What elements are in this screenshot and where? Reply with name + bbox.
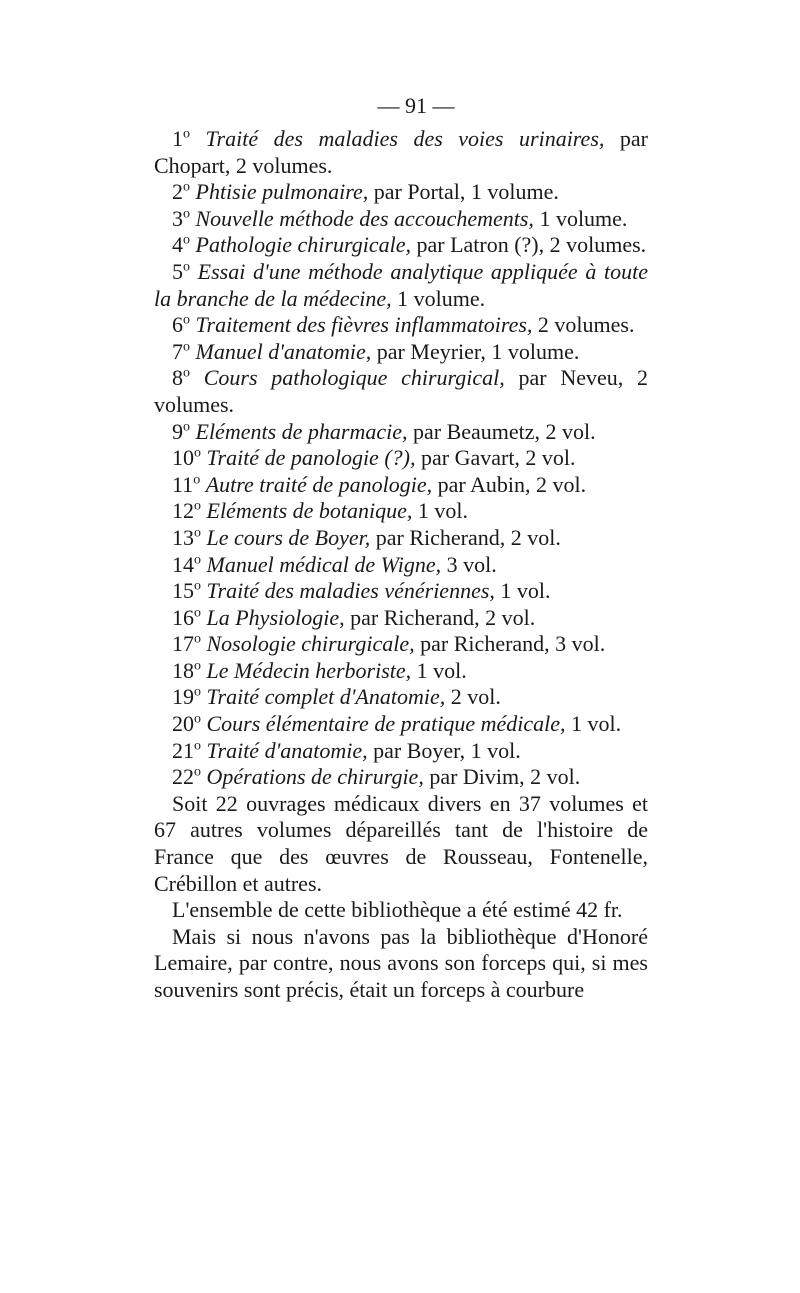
list-item [154,365,648,418]
entry-number: 19$^o$ [172,684,201,710]
list-item [154,312,648,339]
book-details: 1 volume. [533,205,628,231]
book-title: La Physiologie, [206,604,345,630]
book-title: Nosologie chirurgicale, [206,631,415,657]
book-list [154,126,648,791]
book-title: Essai d'une méthode analytique appliquée à toute la branche de la médecine, [154,258,648,311]
book-title: Traité des maladies des voies urinaires, [205,126,605,151]
book-details: 1 volume. [391,285,486,311]
entry-number: 8$^o$ [172,365,190,391]
book-title: Pathologie chirurgicale, [195,232,411,258]
list-item [154,445,648,472]
entry-number: 3$^o$ [172,205,190,231]
list-item [154,684,648,711]
book-details: par Boyer, 1 vol. [367,737,521,763]
book-details: 1 vol. [412,498,469,524]
list-item [154,738,648,765]
list-item [154,179,648,206]
entry-number: 14$^o$ [172,551,201,577]
book-details: 1 vol. [411,657,467,683]
entry-number: 12$^o$ [172,498,201,524]
list-item [154,126,648,179]
book-page [154,90,648,1004]
book-details: par Latron (?), 2 volumes. [410,232,647,258]
list-item [154,552,648,579]
entry-number: 20$^o$ [172,711,201,737]
entry-number: 2$^o$ [172,179,190,205]
book-title: Traitement des fièvres inflammatoires, [195,312,533,338]
list-item [154,605,648,632]
book-title: Opérations de chirurgie, [206,764,424,790]
book-title: Eléments de botanique, [206,498,413,524]
book-title: Autre traité de panologie, [205,471,433,497]
entry-number: 13$^o$ [172,524,201,550]
entry-number: 15$^o$ [172,578,201,604]
book-title: Traité de panologie (?), [206,445,416,471]
body-text [154,791,648,1004]
book-details: par Richerand, 2 vol. [344,604,536,630]
entry-number: 18$^o$ [172,657,201,683]
paragraph: L'ensemble de cette bibliothèque a été estimé 42 fr. [172,897,623,923]
entry-number: 16$^o$ [172,604,201,630]
book-title: Traité d'anatomie, [206,737,368,763]
book-details: 3 vol. [441,551,497,577]
book-title: Cours pathologique chirurgical, [203,365,505,391]
book-title: Le cours de Boyer, [206,524,371,550]
list-item [154,525,648,552]
book-details: par Richerand, 3 vol. [414,631,606,657]
list-item [154,232,648,259]
entry-number: 17$^o$ [172,631,201,657]
entry-number: 22$^o$ [172,764,201,790]
book-details: par Richerand, 2 vol. [370,524,561,550]
entry-number: 10$^o$ [172,445,201,471]
list-item [154,259,648,312]
book-title: Manuel d'anatomie, [195,338,372,364]
list-item [154,658,648,685]
book-details: 2 volumes. [532,312,635,338]
list-item [154,339,648,366]
book-details: par Beaumetz, 2 vol. [407,418,596,444]
entry-number: 5$^o$ [172,258,190,284]
entry-number: 6$^o$ [172,312,190,338]
book-details: par Chopart, 2 volumes. [154,126,649,178]
book-details: par Meyrier, 1 volume. [371,338,580,364]
entry-number: 9$^o$ [172,418,190,444]
entry-number: 7$^o$ [172,338,190,364]
book-details: 1 vol. [494,578,551,604]
book-details: 2 vol. [445,684,501,710]
list-item [154,764,648,791]
book-title: Nouvelle méthode des accouchements, [195,205,534,231]
list-item [154,472,648,499]
list-item [154,578,648,605]
list-item [154,206,648,233]
book-details: par Divim, 2 vol. [423,764,581,790]
book-details: 1 vol. [565,711,622,737]
book-title: Traité des maladies vénériennes, [206,578,495,604]
book-details: par Neveu, 2 volumes. [154,365,648,417]
book-details: par Aubin, 2 vol. [432,471,587,497]
entry-number: 1$^o$ [172,126,190,151]
book-title: Eléments de pharmacie, [195,418,408,444]
list-item [154,498,648,525]
paragraph: Mais si nous n'avons pas la bibliothèque d'Honoré Lemaire, par contre, nous avons son forceps qui, si mes souvenirs sont précis, était un forceps à courbure [154,923,648,1002]
list-item [154,419,648,446]
paragraph: Soit 22 ouvrages médicaux divers en 37 volumes et 67 autres volumes dépareillés tant de l'histoire de France que des œuvres de Rousseau, Fontenelle, Crébillon et autres. [154,790,648,896]
entry-number: 4$^o$ [172,232,190,258]
list-item [154,711,648,738]
book-title: Le Médecin herboriste, [206,657,412,683]
list-item [154,631,648,658]
book-title: Cours élémentaire de pratique médicale, [206,711,566,737]
book-details: par Portal, 1 volume. [368,179,559,205]
entry-number: 21$^o$ [172,737,201,763]
book-title: Traité complet d'Anatomie, [206,684,446,710]
book-title: Manuel médical de Wigne, [206,551,442,577]
book-title: Phtisie pulmonaire, [195,179,369,205]
book-details: par Gavart, 2 vol. [415,445,576,471]
entry-number: 11$^o$ [172,471,201,497]
page-number: — 91 — [377,93,455,118]
